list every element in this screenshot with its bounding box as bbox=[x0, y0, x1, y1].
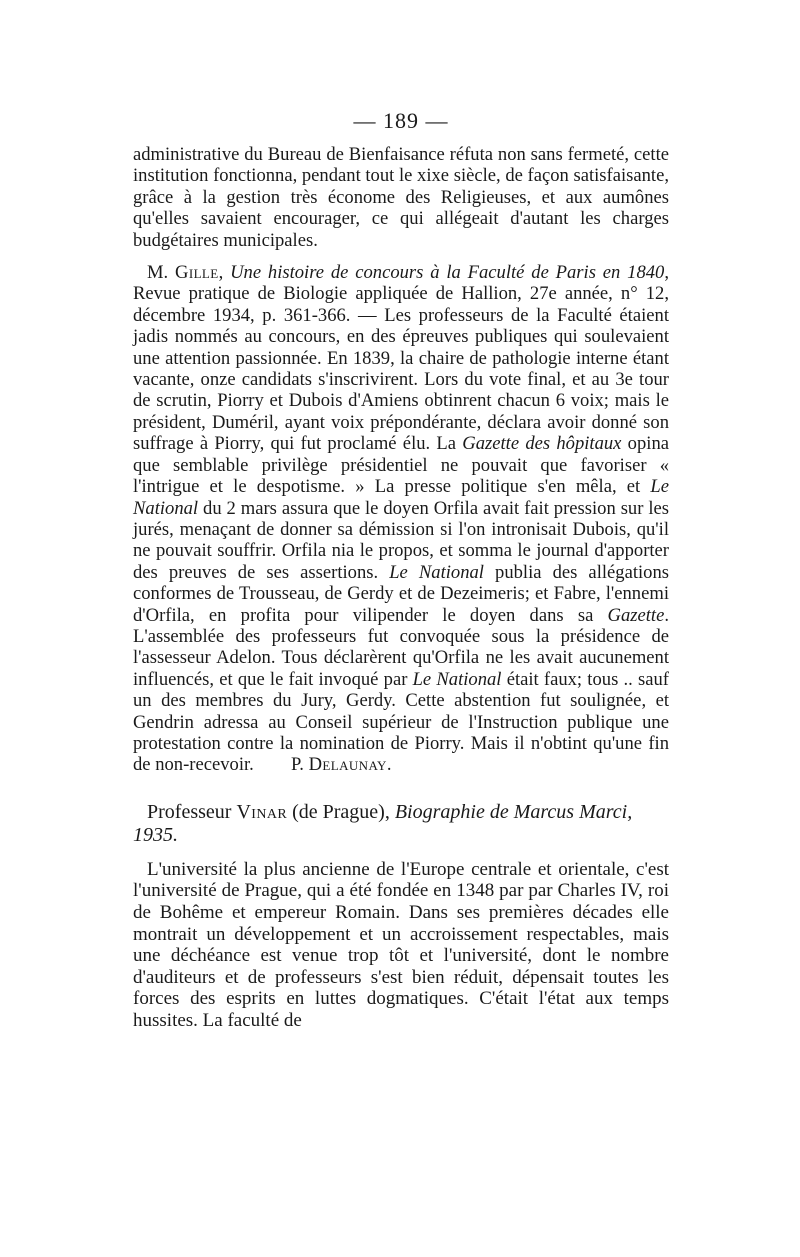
heading-prefix: Professeur bbox=[147, 800, 237, 823]
review-text: , Revue pratique de Biologie appliquée de Hallion, 27e année, n° 12, décembre 1934, p. 361-366. — Les professeurs de la Faculté étaient jadis nommés au concours, en des épreuves publiques qui soulevaient une attention passionnée. En 1839, la chaire de pathologie interne étant vacante, onze candidats s'inscrivirent. Lors du vote final, et au 3e tour de scrutin, Piorry et Dubois d'Amiens obtinrent chacun 6 voix; mais le président, Duméril, ayant voix prépondérante, déclara avoir donné son suffrage à Piorry, qui fut proclamé élu. La bbox=[133, 262, 669, 455]
author-prefix: M. bbox=[147, 262, 176, 284]
signature-name: Delaunay bbox=[308, 754, 387, 776]
review-text: du 2 mars assura que le doyen Orfila avait fait pression sur les jurés, menaçant de donner sa démission si l'on intronisait Dubois, qu'il ne pouvait souffrir. Orfila nia le propos, et somma le journal d'apporter des preuves de ses assertions. bbox=[133, 497, 669, 583]
journal-title: Le National bbox=[389, 561, 484, 583]
journal-title: Le National bbox=[133, 476, 669, 519]
review-text: publia des allégations conformes de Trousseau, de Gerdy et de Dezeimeris; et Fabre, l'ennemi d'Orfila, en profita pour vilipender le doyen dans sa bbox=[133, 561, 669, 626]
review-text: opina que semblable privilège présidentiel ne pouvait que favoriser « l'intrigue et le despotisme. » La presse politique s'en mêla, et bbox=[133, 433, 669, 498]
heading-title: Biographie de Marcus Marci, 1935. bbox=[133, 800, 633, 846]
paragraph-continuation: administrative du Bureau de Bienfaisance réfuta non sans fermeté, cette institution fonctionna, pendant tout le xixe siècle, de façon satisfaisante, grâce à la gestion très économe des Religieuses, et aux aumônes qu'elles savaient encourager, ce qui allégeait d'autant les charges budgétaires municipales. bbox=[133, 144, 669, 251]
work-title: Une histoire de concours à la Faculté de Paris en 1840 bbox=[230, 262, 665, 284]
spacer bbox=[133, 847, 669, 859]
signature-end: . bbox=[386, 754, 392, 776]
journal-title: Le National bbox=[412, 668, 502, 690]
signature bbox=[291, 754, 392, 775]
section-heading bbox=[133, 801, 669, 847]
author-name: Gille bbox=[175, 262, 219, 284]
journal-title: Gazette des hôpitaux bbox=[462, 433, 622, 455]
signature-prefix: P. bbox=[291, 754, 309, 776]
spacer bbox=[133, 251, 669, 262]
page-number: — 189 — bbox=[353, 108, 449, 133]
review-gille bbox=[133, 262, 669, 776]
heading-middle: (de Prague), bbox=[287, 800, 395, 823]
spacer bbox=[133, 776, 669, 801]
journal-title: Gazette bbox=[607, 604, 665, 626]
heading-author: Vinar bbox=[236, 800, 288, 823]
separator: , bbox=[218, 262, 231, 284]
paragraph-prague: L'université la plus ancienne de l'Europe centrale et orientale, c'est l'université de Prague, qui a été fondée en 1348 par par Charles IV, roi de Bohême et empereur Romain. Dans ses premières décades elle montrait un développement et un accroissement respectables, mais une déchéance est venue trop tôt et l'université, dont le nombre d'auditeurs et de professeurs s'est bien réduit, dépensait toutes les forces des esprits en luttes dogmatiques. C'était l'état aux temps hussites. La faculté de bbox=[133, 858, 669, 1031]
document-page bbox=[133, 108, 669, 1032]
review-text: était faux; tous .. sauf un des membres du Jury, Gerdy. Cette abstention fut soulignée, et Gendrin adressa au Conseil supérieur de l'Instruction publique une protestation contre la nomination de Piorry. Mais il n'obtint qu'une fin de non-recevoir. bbox=[133, 668, 669, 776]
review-text: . L'assemblée des professeurs fut convoquée sous la présidence de l'assesseur Adelon. Tous déclarèrent qu'Orfila ne les avait aucunement influencés, et que le fait invoqué par bbox=[133, 604, 669, 690]
